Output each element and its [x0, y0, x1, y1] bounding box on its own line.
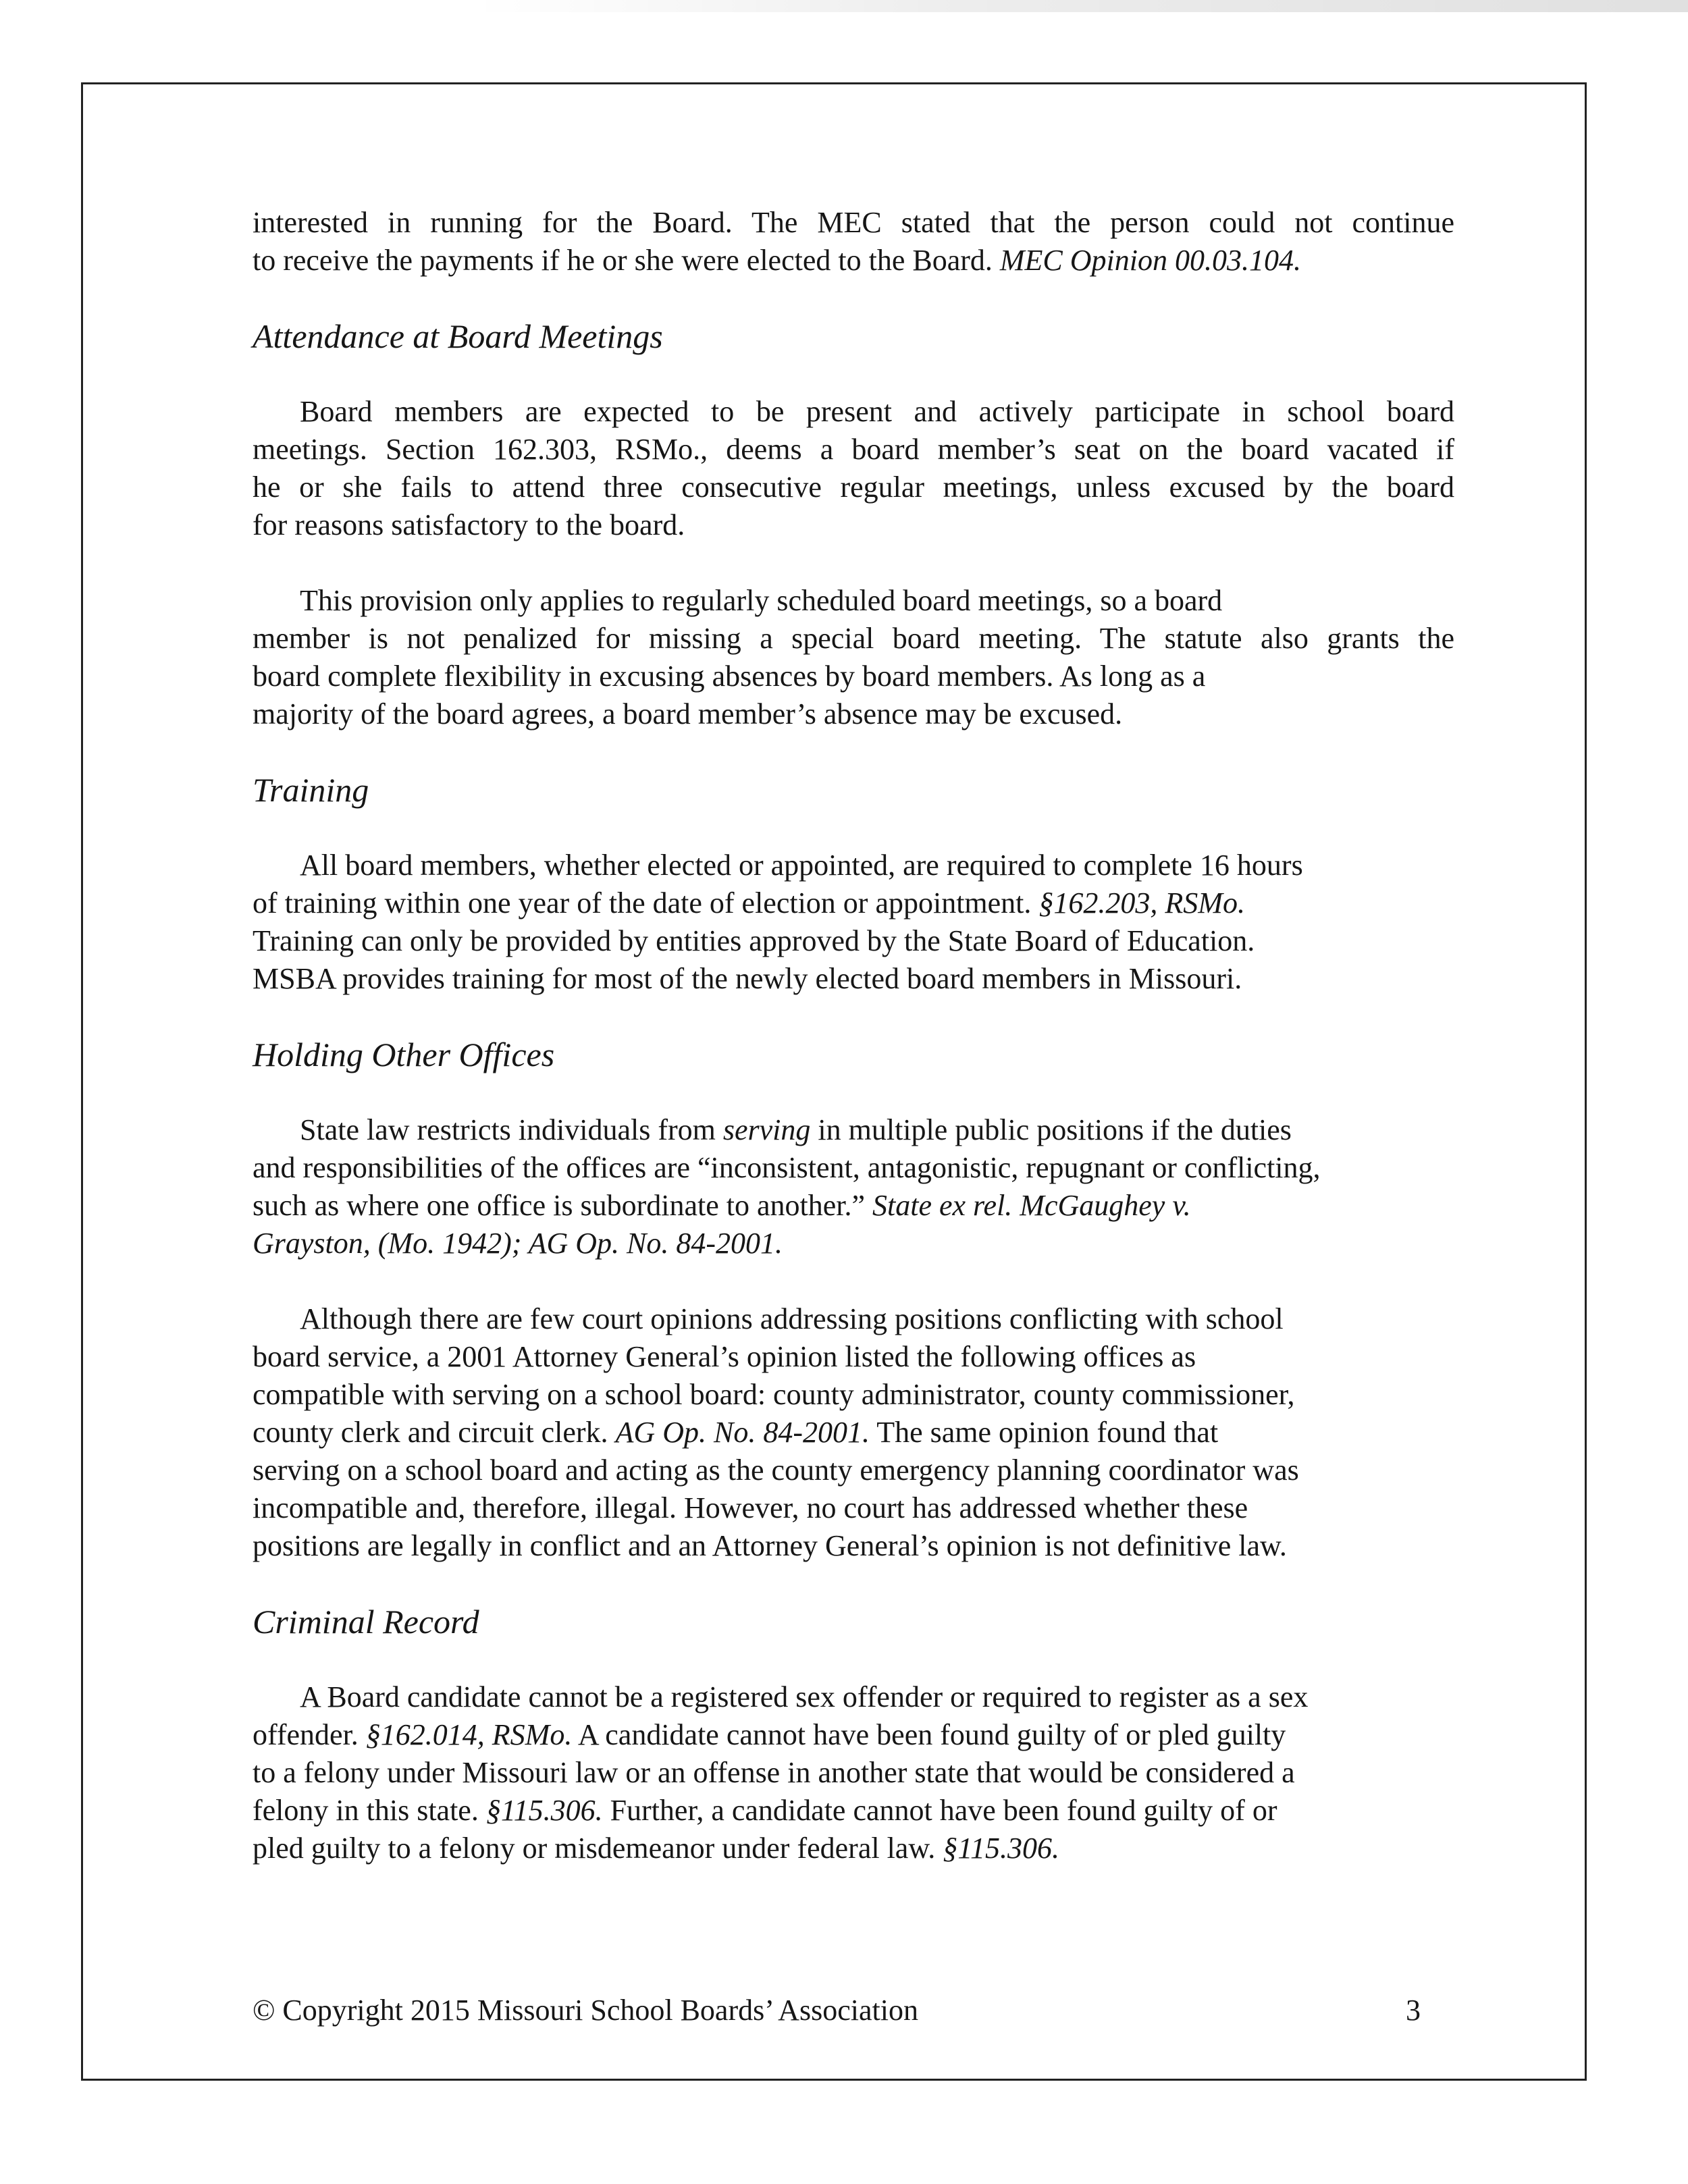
text-run: felony in this state.	[253, 1794, 479, 1827]
citation: AG Op. No. 84-2001.	[615, 1416, 870, 1449]
text-line: positions are legally in conflict and an Attorney General’s opinion is not definitive law.	[253, 1529, 1287, 1562]
offices-paragraph-1	[253, 1111, 1454, 1262]
training-paragraph	[253, 847, 1454, 998]
attendance-paragraph-1	[253, 393, 1454, 544]
text-run: A candidate cannot have been found guilty of or pled guilty	[577, 1718, 1286, 1751]
text-line: incompatible and, therefore, illegal. However, no court has addressed whether these	[253, 1491, 1248, 1524]
text-line: majority of the board agrees, a board member’s absence may be excused.	[253, 697, 1123, 730]
text-run: State law restricts individuals from	[300, 1113, 716, 1146]
text-run: such as where one office is subordinate to another.”	[253, 1189, 866, 1222]
attendance-paragraph-2	[253, 582, 1454, 733]
text-line: All board members, whether elected or appointed, are required to complete 16 hours	[300, 849, 1303, 882]
text-run: offender.	[253, 1718, 359, 1751]
citation: MEC Opinion 00.03.104.	[999, 244, 1301, 277]
citation: State ex rel. McGaughey v.	[872, 1189, 1191, 1222]
text-run: in multiple public positions if the duties	[818, 1113, 1292, 1146]
text-line: MSBA provides training for most of the newly elected board members in Missouri.	[253, 962, 1242, 995]
text-line: board service, a 2001 Attorney General’s opinion listed the following offices as	[253, 1340, 1196, 1373]
citation: §162.014, RSMo.	[365, 1718, 573, 1751]
text-run: The same opinion found that	[876, 1416, 1219, 1449]
section-heading-offices: Holding Other Offices	[253, 1036, 555, 1073]
text-line: meetings. Section 162.303, RSMo., deems a board member’s seat on the board vacated if	[253, 433, 1454, 466]
text-line: serving on a school board and acting as the county emergency planning coordinator was	[253, 1454, 1299, 1487]
text-line: for reasons satisfactory to the board.	[253, 508, 685, 541]
text-line: compatible with serving on a school board: county administrator, county commissioner,	[253, 1378, 1295, 1411]
section-heading-attendance: Attendance at Board Meetings	[253, 317, 663, 355]
text-line: board complete flexibility in excusing absences by board members. As long as a	[253, 660, 1206, 693]
text-run: of training within one year of the date of election or appointment.	[253, 886, 1032, 920]
text-line: member is not penalized for missing a special board meeting. The statute also grants the	[253, 622, 1454, 655]
text-line: Training can only be provided by entities approved by the State Board of Education.	[253, 924, 1255, 957]
text-run: to receive the payments if he or she were elected to the Board.	[253, 244, 993, 277]
section-heading-training: Training	[253, 771, 369, 809]
copyright-notice: © Copyright 2015 Missouri School Boards’ Association	[253, 1994, 918, 2027]
text-line: Although there are few court opinions addressing positions conflicting with school	[300, 1302, 1284, 1335]
emphasis: serving	[722, 1113, 811, 1146]
section-heading-criminal: Criminal Record	[253, 1603, 479, 1641]
citation: §115.306.	[485, 1794, 603, 1827]
text-line: interested in running for the Board. The MEC stated that the person could not continue	[253, 206, 1454, 239]
citation: Grayston, (Mo. 1942); AG Op. No. 84-2001.	[253, 1227, 783, 1260]
text-line: he or she fails to attend three consecutive regular meetings, unless excused by the board	[253, 471, 1454, 504]
text-run: pled guilty to a felony or misdemeanor under federal law.	[253, 1832, 936, 1865]
text-line: to a felony under Missouri law or an offense in another state that would be considered a	[253, 1756, 1295, 1789]
offices-paragraph-2	[253, 1300, 1454, 1565]
text-line: Board members are expected to be present and actively participate in school board	[300, 395, 1454, 428]
scan-shadow	[473, 0, 1688, 12]
text-line: This provision only applies to regularly scheduled board meetings, so a board	[300, 584, 1223, 617]
page-footer	[253, 1992, 1421, 2032]
text-run: Further, a candidate cannot have been found guilty of or	[610, 1794, 1277, 1827]
page-number: 3	[1406, 1994, 1421, 2027]
criminal-paragraph	[253, 1678, 1454, 1867]
citation: §115.306.	[943, 1832, 1059, 1865]
citation: §162.203, RSMo.	[1038, 886, 1245, 920]
intro-paragraph	[253, 204, 1454, 279]
text-line: A Board candidate cannot be a registered sex offender or required to register as a sex	[300, 1680, 1309, 1713]
document-body	[253, 204, 1454, 1905]
text-line: and responsibilities of the offices are “inconsistent, antagonistic, repugnant or conflicting,	[253, 1151, 1321, 1184]
text-run: county clerk and circuit clerk.	[253, 1416, 608, 1449]
